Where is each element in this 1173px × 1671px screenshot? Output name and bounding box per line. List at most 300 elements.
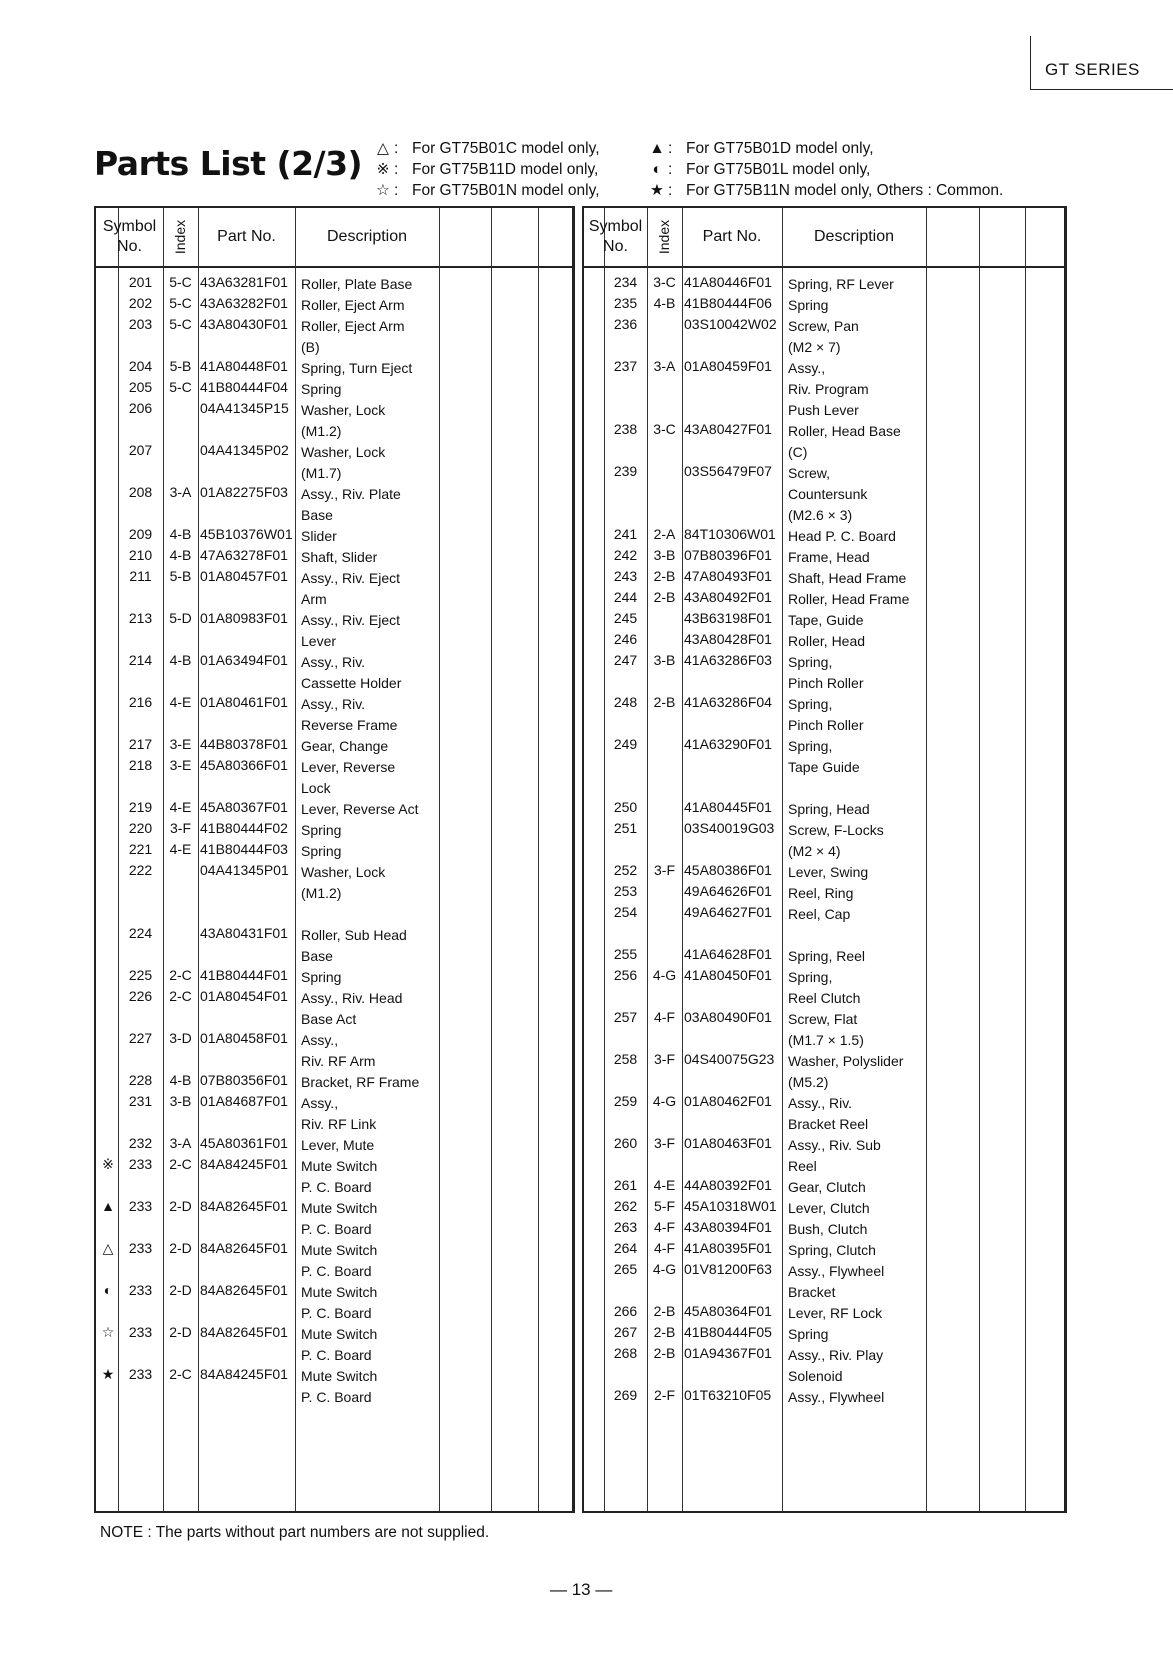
part-no: 04A41345P02	[200, 442, 289, 458]
part-no: 43A80394F01	[684, 1219, 772, 1235]
description: Assy., Flywheel Bracket	[788, 1263, 885, 1300]
description: Assy., Riv. Eject Lever	[301, 612, 401, 649]
column-divider	[926, 208, 927, 1511]
part-no: 41A80446F01	[684, 274, 772, 290]
part-no: 84T10306W01	[684, 526, 776, 542]
model-mark: ※	[102, 1156, 114, 1172]
description: Mute Switch P. C. Board	[301, 1242, 378, 1279]
header-symbol-no: Symbol No.	[102, 218, 157, 255]
part-no: 43A63281F01	[200, 274, 288, 290]
symbol-no: 214	[128, 652, 153, 668]
index-cell: 5-B	[169, 358, 192, 374]
part-no: 45A80367F01	[200, 799, 288, 815]
index-cell: 2-C	[169, 1156, 192, 1172]
description: Assy., Riv. Sub Reel	[788, 1137, 881, 1174]
index-cell: 4-E	[169, 799, 192, 815]
description: Assy., Riv. RF Link	[301, 1095, 377, 1132]
part-no: 01A80459F01	[684, 358, 772, 374]
description: Spring	[301, 843, 342, 859]
index-cell: 4-G	[652, 967, 677, 983]
symbol-no: 241	[613, 526, 638, 542]
part-no: 44A80392F01	[684, 1177, 772, 1193]
symbol-no: 211	[129, 568, 152, 584]
symbol-no: 244	[613, 589, 638, 605]
symbol-no: 206	[128, 400, 153, 416]
symbol-no: 236	[613, 316, 638, 332]
description: Washer, Lock (M1.2)	[301, 402, 386, 439]
description: Shaft, Slider	[301, 549, 378, 565]
description: Spring, Turn Eject	[301, 360, 413, 376]
symbol-no: 260	[613, 1135, 638, 1151]
symbol-no: 222	[128, 862, 153, 878]
symbol-no: 231	[128, 1093, 153, 1109]
index-cell: 2-D	[169, 1282, 192, 1298]
symbol-no: 233	[128, 1156, 153, 1172]
description: Spring	[301, 969, 342, 985]
description: Roller, Head Frame	[788, 591, 910, 607]
description: Bracket, RF Frame	[301, 1074, 420, 1090]
description: Mute Switch P. C. Board	[301, 1158, 378, 1195]
part-no: 44B80378F01	[200, 736, 288, 752]
part-no: 41A63290F01	[684, 736, 772, 752]
index-cell: 4-F	[654, 1219, 675, 1235]
index-cell: 2-B	[653, 694, 676, 710]
column-divider	[491, 208, 492, 1511]
index-cell: 3-D	[169, 1030, 192, 1046]
symbol-no: 238	[613, 421, 638, 437]
part-no: 84A82645F01	[200, 1324, 288, 1340]
symbol-no: 235	[613, 295, 638, 311]
index-cell: 3-F	[654, 1051, 675, 1067]
index-cell: 5-B	[169, 568, 192, 584]
header-description: Description	[813, 228, 895, 245]
symbol-no: 221	[128, 841, 153, 857]
part-no: 41A63286F04	[684, 694, 772, 710]
index-cell: 2-F	[654, 1387, 675, 1403]
symbol-no: 220	[128, 820, 153, 836]
symbol-no: 217	[128, 736, 153, 752]
description: Slider	[301, 528, 337, 544]
description: Roller, Plate Base	[301, 276, 413, 292]
description: Lever, Reverse Act	[301, 801, 419, 817]
symbol-no: 268	[613, 1345, 638, 1361]
symbol-no: 266	[613, 1303, 638, 1319]
index-cell: 3-A	[653, 358, 676, 374]
index-cell: 4-E	[169, 694, 192, 710]
description: Shaft, Head Frame	[788, 570, 907, 586]
part-no: 01A80454F01	[200, 988, 288, 1004]
part-no: 41A63286F03	[684, 652, 772, 668]
part-no: 03S40019G03	[684, 820, 775, 836]
part-no: 45A80361F01	[200, 1135, 288, 1151]
part-no: 43A80431F01	[200, 925, 288, 941]
symbol-no: 252	[613, 862, 638, 878]
part-no: 45A80386F01	[684, 862, 772, 878]
part-no: 04S40075G23	[684, 1051, 775, 1067]
index-cell: 3-F	[170, 820, 191, 836]
part-no: 49A64626F01	[684, 883, 772, 899]
part-no: 49A64627F01	[684, 904, 772, 920]
symbol-no: 232	[128, 1135, 153, 1151]
part-no: 43B63198F01	[684, 610, 772, 626]
description: Spring, Clutch	[788, 1242, 876, 1258]
description: Assy., Riv. RF Arm	[301, 1032, 376, 1069]
description: Assy., Riv. Cassette Holder	[301, 654, 402, 691]
symbol-no: 253	[613, 883, 638, 899]
symbol-no: 205	[128, 379, 153, 395]
column-divider	[1025, 208, 1026, 1511]
description: Assy., Riv. Plate Base	[301, 486, 401, 523]
symbol-no: 242	[613, 547, 638, 563]
symbol-no: 204	[128, 358, 153, 374]
index-cell: 2-C	[169, 988, 192, 1004]
description: Washer, Lock (M1.2)	[301, 864, 386, 901]
description: Spring	[301, 381, 342, 397]
symbol-no: 202	[128, 295, 153, 311]
index-cell: 2-C	[169, 967, 192, 983]
description: Mute Switch P. C. Board	[301, 1200, 378, 1237]
description: Bush, Clutch	[788, 1221, 868, 1237]
symbol-no: 209	[128, 526, 153, 542]
index-cell: 4-G	[652, 1093, 677, 1109]
description: Lever, Swing	[788, 864, 869, 880]
part-no: 41A80448F01	[200, 358, 288, 374]
symbol-no: 256	[613, 967, 638, 983]
description: Spring, Head	[788, 801, 870, 817]
part-no: 01A80457F01	[200, 568, 288, 584]
symbol-no: 258	[613, 1051, 638, 1067]
index-cell: 2-A	[653, 526, 676, 542]
description: Lever, Reverse Lock	[301, 759, 396, 796]
symbol-no: 248	[613, 694, 638, 710]
index-cell: 2-D	[169, 1324, 192, 1340]
part-no: 01A94367F01	[684, 1345, 772, 1361]
legend-item: ※ : For GT75B11D model only,	[376, 161, 599, 178]
index-cell: 5-C	[169, 274, 192, 290]
legend-item: ▲ : For GT75B01D model only,	[649, 140, 874, 157]
parts-table-right	[582, 206, 1067, 1513]
part-no: 45A10318W01	[684, 1198, 777, 1214]
part-no: 41B80444F05	[684, 1324, 772, 1340]
description: Screw, Flat (M1.7 × 1.5)	[788, 1011, 864, 1048]
symbol-no: 216	[128, 694, 153, 710]
part-no: 47A80493F01	[684, 568, 772, 584]
legend-item: ☆ : For GT75B01N model only,	[376, 182, 600, 199]
model-mark: ★	[101, 1366, 115, 1382]
symbol-no: 224	[128, 925, 153, 941]
index-cell: 4-B	[169, 652, 192, 668]
part-no: 45A80364F01	[684, 1303, 772, 1319]
description: Spring, Pinch Roller	[788, 696, 864, 733]
part-no: 41A80395F01	[684, 1240, 772, 1256]
symbol-no: 249	[613, 736, 638, 752]
column-divider	[118, 208, 119, 1511]
column-divider	[782, 208, 783, 1511]
description: Assy., Flywheel	[788, 1389, 885, 1405]
index-cell: 2-B	[653, 1303, 676, 1319]
part-no: 45B10376W01	[200, 526, 293, 542]
description: Spring	[301, 822, 342, 838]
part-no: 84A84245F01	[200, 1156, 288, 1172]
part-no: 01A80462F01	[684, 1093, 772, 1109]
part-no: 03S56479F07	[684, 463, 772, 479]
description: Tape, Guide	[788, 612, 864, 628]
symbol-no: 264	[613, 1240, 638, 1256]
description: Roller, Sub Head Base	[301, 927, 407, 964]
header-description: Description	[326, 228, 408, 245]
part-no: 41A80450F01	[684, 967, 772, 983]
symbol-no: 255	[613, 946, 638, 962]
description: Lever, RF Lock	[788, 1305, 883, 1321]
symbol-no: 233	[128, 1366, 153, 1382]
symbol-no: 208	[128, 484, 153, 500]
index-cell: 4-B	[653, 295, 676, 311]
index-cell: 3-A	[169, 484, 192, 500]
model-mark: ☆	[101, 1324, 115, 1340]
description: Spring	[788, 297, 829, 313]
legend-left	[372, 138, 600, 201]
part-no: 43A80427F01	[684, 421, 772, 437]
part-no: 84A82645F01	[200, 1240, 288, 1256]
symbol-no: 233	[128, 1240, 153, 1256]
symbol-no: 263	[613, 1219, 638, 1235]
description: Spring, Reel	[788, 948, 866, 964]
index-cell: 3-B	[653, 547, 676, 563]
index-cell: 5-F	[654, 1198, 675, 1214]
symbol-no: 239	[613, 463, 638, 479]
symbol-no: 262	[613, 1198, 638, 1214]
symbol-no: 207	[128, 442, 153, 458]
part-no: 84A82645F01	[200, 1198, 288, 1214]
symbol-no: 269	[613, 1387, 638, 1403]
index-cell: 2-B	[653, 589, 676, 605]
description: Spring, Reel Clutch	[788, 969, 861, 1006]
parts-table-left	[94, 206, 575, 1513]
description: Frame, Head	[788, 549, 870, 565]
part-no: 41A80445F01	[684, 799, 772, 815]
index-cell: 2-B	[653, 568, 676, 584]
index-cell: 2-B	[653, 1324, 676, 1340]
symbol-no: 201	[128, 274, 153, 290]
index-cell: 4-B	[169, 547, 192, 563]
model-mark: ▲	[101, 1198, 115, 1214]
symbol-no: 261	[613, 1177, 638, 1193]
symbol-no: 259	[613, 1093, 638, 1109]
index-cell: 5-C	[169, 295, 192, 311]
legend-item: ★ : For GT75B11N model only, Others : Common.	[650, 182, 1004, 199]
symbol-no: 251	[613, 820, 638, 836]
header-symbol-no: Symbol No.	[588, 218, 643, 255]
description: Head P. C. Board	[788, 528, 896, 544]
description: Reel, Cap	[788, 906, 851, 922]
part-no: 01V81200F63	[684, 1261, 772, 1277]
part-no: 43A80428F01	[684, 631, 772, 647]
header-part-no: Part No.	[217, 228, 276, 245]
description: Screw, Pan (M2 × 7)	[788, 318, 859, 355]
description: Assy., Riv. Play Solenoid	[788, 1347, 884, 1384]
symbol-no: 246	[613, 631, 638, 647]
part-no: 43A80430F01	[200, 316, 288, 332]
part-no: 01A80458F01	[200, 1030, 288, 1046]
part-no: 84A82645F01	[200, 1282, 288, 1298]
index-cell: 3-B	[169, 1093, 192, 1109]
symbol-no: 233	[128, 1198, 153, 1214]
legend-item: △ : For GT75B01C model only,	[377, 140, 600, 157]
description: Roller, Head	[788, 633, 866, 649]
part-no: 01A80983F01	[200, 610, 288, 626]
description: Assy., Riv. Bracket Reel	[788, 1095, 869, 1132]
symbol-no: 265	[613, 1261, 638, 1277]
part-no: 01A82275F03	[200, 484, 288, 500]
column-divider	[604, 208, 605, 1511]
legend-item: ◐ : For GT75B01L model only,	[652, 161, 871, 178]
symbol-no: 243	[613, 568, 638, 584]
symbol-no: 227	[128, 1030, 153, 1046]
symbol-no: 267	[613, 1324, 638, 1340]
description: Lever, Clutch	[788, 1200, 870, 1216]
model-mark: △	[102, 1240, 114, 1256]
symbol-no: 257	[613, 1009, 638, 1025]
symbol-no: 233	[128, 1324, 153, 1340]
symbol-no: 237	[613, 358, 638, 374]
header-index: Index	[656, 219, 673, 255]
index-cell: 5-C	[169, 316, 192, 332]
index-cell: 4-F	[654, 1240, 675, 1256]
description: Mute Switch P. C. Board	[301, 1284, 378, 1321]
part-no: 45A80366F01	[200, 757, 288, 773]
index-cell: 3-A	[169, 1135, 192, 1151]
part-no: 41A64628F01	[684, 946, 772, 962]
symbol-no: 228	[128, 1072, 153, 1088]
column-divider	[163, 208, 164, 1511]
series-label: GT SERIES	[1045, 60, 1140, 79]
index-cell: 2-D	[169, 1240, 192, 1256]
index-cell: 4-G	[652, 1261, 677, 1277]
description: Assy., Riv. Head Base Act	[301, 990, 403, 1027]
description: Roller, Eject Arm	[301, 297, 405, 313]
index-cell: 4-E	[653, 1177, 676, 1193]
header-index: Index	[172, 219, 189, 255]
column-divider	[439, 208, 440, 1511]
description: Screw, F-Locks (M2 × 4)	[788, 822, 884, 859]
model-mark: ◐	[103, 1282, 113, 1298]
index-cell: 4-E	[169, 841, 192, 857]
part-no: 43A63282F01	[200, 295, 288, 311]
symbol-no: 213	[128, 610, 153, 626]
description: Spring	[788, 1326, 829, 1342]
description: Assy., Riv. Reverse Frame	[301, 696, 398, 733]
column-divider	[198, 208, 199, 1511]
symbol-no: 219	[128, 799, 153, 815]
part-no: 01A63494F01	[200, 652, 288, 668]
description: Roller, Eject Arm (B)	[301, 318, 405, 355]
index-cell: 4-F	[654, 1009, 675, 1025]
part-no: 41B80444F06	[684, 295, 772, 311]
part-no: 04A41345P01	[200, 862, 289, 878]
symbol-no: 250	[613, 799, 638, 815]
description: Spring, Tape Guide	[788, 738, 860, 775]
index-cell: 4-B	[169, 1072, 192, 1088]
index-cell: 2-D	[169, 1198, 192, 1214]
page-title: Parts List (2/3)	[94, 144, 363, 183]
description: Reel, Ring	[788, 885, 854, 901]
part-no: 03S10042W02	[684, 316, 777, 332]
symbol-no: 233	[128, 1282, 153, 1298]
part-no: 01T63210F05	[684, 1387, 772, 1403]
description: Assy., Riv. Program Push Lever	[788, 360, 869, 418]
symbol-no: 226	[128, 988, 153, 1004]
part-no: 01A84687F01	[200, 1093, 288, 1109]
description: Washer, Polyslider (M5.2)	[788, 1053, 904, 1090]
part-no: 43A80492F01	[684, 589, 772, 605]
column-divider	[979, 208, 980, 1511]
description: Roller, Head Base (C)	[788, 423, 901, 460]
symbol-no: 254	[613, 904, 638, 920]
part-no: 01A80463F01	[684, 1135, 772, 1151]
legend-right	[646, 138, 1003, 201]
series-label-box	[1030, 36, 1173, 90]
symbol-no: 210	[128, 547, 153, 563]
column-divider	[682, 208, 683, 1511]
symbol-no: 218	[128, 757, 153, 773]
column-divider	[295, 208, 296, 1511]
description: Assy., Riv. Eject Arm	[301, 570, 401, 607]
part-no: 07B80356F01	[200, 1072, 288, 1088]
part-no: 41B80444F01	[200, 967, 288, 983]
index-cell: 5-D	[169, 610, 192, 626]
symbol-no: 234	[613, 274, 638, 290]
index-cell: 3-B	[653, 652, 676, 668]
index-cell: 3-F	[654, 1135, 675, 1151]
index-cell: 3-E	[169, 757, 192, 773]
part-no: 41B80444F02	[200, 820, 288, 836]
index-cell: 3-C	[653, 274, 676, 290]
symbol-no: 225	[128, 967, 153, 983]
index-cell: 3-E	[169, 736, 192, 752]
index-cell: 3-C	[653, 421, 676, 437]
column-divider	[538, 208, 539, 1511]
index-cell: 5-C	[169, 379, 192, 395]
part-no: 41B80444F04	[200, 379, 288, 395]
page-number: — 13 —	[550, 1580, 613, 1599]
part-no: 03A80490F01	[684, 1009, 772, 1025]
part-no: 04A41345P15	[200, 400, 289, 416]
index-cell: 4-B	[169, 526, 192, 542]
description: Gear, Change	[301, 738, 389, 754]
symbol-no: 203	[128, 316, 153, 332]
description: Mute Switch P. C. Board	[301, 1368, 378, 1405]
part-no: 07B80396F01	[684, 547, 772, 563]
symbol-no: 247	[613, 652, 638, 668]
part-no: 41B80444F03	[200, 841, 288, 857]
header-part-no: Part No.	[702, 228, 762, 245]
description: Washer, Lock (M1.7)	[301, 444, 386, 481]
description: Spring, Pinch Roller	[788, 654, 864, 691]
symbol-no: 245	[613, 610, 638, 626]
index-cell: 3-F	[654, 862, 675, 878]
description: Spring, RF Lever	[788, 276, 894, 292]
description: Screw, Countersunk (M2.6 × 3)	[788, 465, 868, 523]
footer-note: NOTE : The parts without part numbers are not supplied.	[100, 1524, 490, 1541]
description: Lever, Mute	[301, 1137, 375, 1153]
description: Gear, Clutch	[788, 1179, 866, 1195]
description: Mute Switch P. C. Board	[301, 1326, 378, 1363]
part-no: 84A84245F01	[200, 1366, 288, 1382]
part-no: 01A80461F01	[200, 694, 288, 710]
index-cell: 2-B	[653, 1345, 676, 1361]
part-no: 47A63278F01	[200, 547, 288, 563]
index-cell: 2-C	[169, 1366, 192, 1382]
